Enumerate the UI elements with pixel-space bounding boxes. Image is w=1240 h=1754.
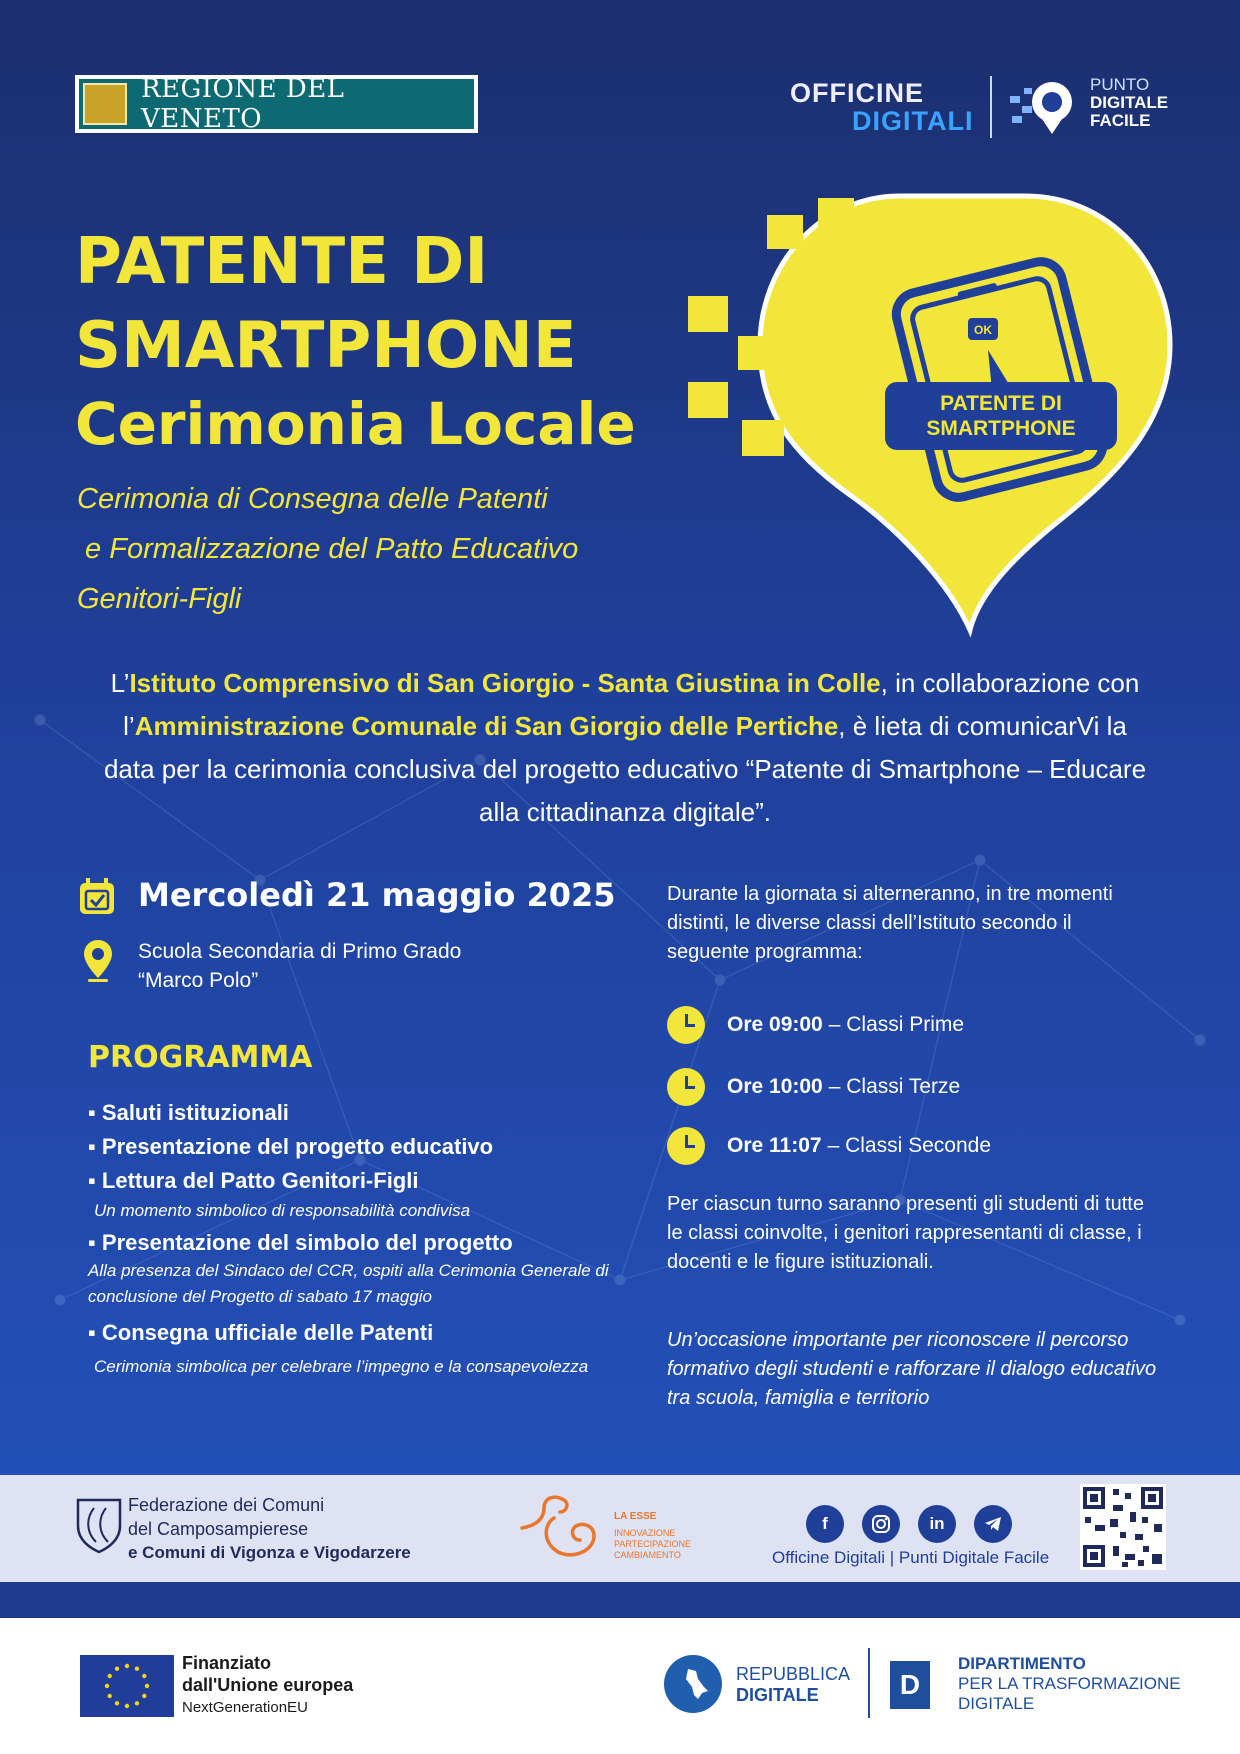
programma-item: ▪ Presentazione del progetto educativo: [88, 1134, 494, 1159]
regione-label: REGIONE DEL VENETO: [140, 74, 345, 134]
patente-smartphone-badge: [680, 190, 1180, 640]
clock-icon: [667, 1127, 705, 1165]
programma-note: Alla presenza del Sindaco del CCR, ospiti alla Cerimonia Generale di conclusione del Progetto di sabato 17 maggio: [88, 1261, 609, 1306]
dipartimento-text: DIPARTIMENTO PER LA TRASFORMAZIONE DIGITALE: [958, 1654, 1181, 1713]
social-links: [806, 1505, 1012, 1543]
social-caption: Officine Digitali | Punti Digitale Facile: [772, 1548, 1050, 1567]
schedule-note: Per ciascun turno saranno presenti gli studenti di tutte le classi coinvolte, i genitori rappresentanti di classe, i docenti e le figure istituzionali.: [667, 1193, 1144, 1273]
title-line2: SMARTPHONE: [75, 309, 577, 383]
event-date: Mercoledì 21 maggio 2025: [138, 876, 616, 914]
footer-divider: [868, 1648, 870, 1718]
regione-veneto-logo: [75, 75, 478, 133]
schedule-slot: Ore 10:00 – Classi Terze: [667, 1066, 1147, 1108]
title-line3: Cerimonia Locale: [75, 390, 636, 458]
badge-label-line1: PATENTE DI: [940, 392, 1062, 415]
location-pin-icon: [82, 938, 114, 982]
schedule-intro: Durante la giornata si alterneranno, in tre momenti distinti, le diverse classi dell’Istituto secondo il seguente programma:: [667, 883, 1113, 963]
lion-crest-icon: [83, 83, 127, 125]
programma-note: Un momento simbolico di responsabilità condivisa: [94, 1201, 471, 1220]
repubblica-digitale-logo-icon: [664, 1655, 722, 1713]
instagram-icon[interactable]: [862, 1505, 900, 1543]
svg-text:OK: OK: [974, 323, 992, 337]
subtitle: Cerimonia di Consegna delle Patenti e Formalizzazione del Patto Educativo Genitori-Figli: [77, 483, 579, 615]
badge-label-line2: SMARTPHONE: [926, 417, 1076, 440]
federazione-text: Federazione dei Comuni del Camposampierese e Comuni di Vigonza e Vigodarzere: [128, 1495, 411, 1562]
punto-digitale-text: PUNTO DIGITALE FACILE: [1090, 75, 1169, 130]
telegram-icon[interactable]: [974, 1505, 1012, 1543]
linkedin-icon[interactable]: in: [918, 1505, 956, 1543]
federazione-logo-icon: [74, 1496, 124, 1554]
closing-text: Un’occasione importante per riconoscere il percorso formativo degli studenti e rafforzare il dialogo educativo tra scuola, famiglia e territorio: [667, 1329, 1157, 1409]
title: [75, 220, 695, 388]
event-place: Scuola Secondaria di Primo Grado “Marco Polo”: [138, 940, 462, 992]
intro-paragraph: L’Istituto Comprensivo di San Giorgio - Santa Giustina in Colle, in collaborazione con l’Amministrazione Comunale di San Giorgio delle Pertiche, è lieta di comunicarVi la data per la cerimonia conclusiva del progetto educativo “Patente di Smartphone – Educare alla cittadinanza digitale”.: [103, 668, 1147, 827]
calendar-icon: [78, 878, 116, 916]
programma-item: ▪ Consegna ufficiale delle Patenti: [88, 1320, 434, 1345]
programma-heading: PROGRAMMA: [88, 1040, 313, 1075]
qr-code[interactable]: [1080, 1484, 1166, 1570]
la-esse-text: LA ESSE INNOVAZIONE PARTECIPAZIONE CAMBIAMENTO: [614, 1511, 692, 1560]
band-divider: [0, 1582, 1240, 1618]
clock-icon: [667, 1068, 705, 1106]
programma-item: ▪ Lettura del Patto Genitori-Figli: [88, 1168, 419, 1193]
schedule-slot: Ore 11:07 – Classi Seconde: [667, 1125, 1147, 1167]
schedule-slot: Ore 09:00 – Classi Prime: [667, 1004, 1147, 1046]
eu-flag: [80, 1655, 174, 1717]
eu-funding-text: Finanziato dall'Unione europea NextGenerationEU: [182, 1653, 354, 1716]
repubblica-digitale-text: REPUBBLICA DIGITALE: [736, 1664, 851, 1705]
officine-digitali-logo: OFFICINE DIGITALI: [790, 78, 974, 136]
programma-item: ▪ Saluti istituzionali: [88, 1100, 289, 1125]
institute-name: Istituto Comprensivo di San Giorgio - Santa Giustina in Colle: [129, 668, 881, 698]
programma-note: Cerimonia simbolica per celebrare l’impegno e la consapevolezza: [94, 1357, 589, 1376]
facebook-icon[interactable]: f: [806, 1505, 844, 1543]
la-esse-logo-icon: [514, 1490, 614, 1565]
clock-icon: [667, 1006, 705, 1044]
programma-list: [88, 1096, 648, 1380]
title-line1: PATENTE DI: [75, 225, 489, 299]
municipality-name: Amministrazione Comunale di San Giorgio delle Pertiche: [134, 711, 839, 741]
programma-item: ▪ Presentazione del simbolo del progetto: [88, 1230, 513, 1255]
dipartimento-logo-icon: D: [890, 1661, 930, 1709]
header-divider: [990, 76, 992, 138]
